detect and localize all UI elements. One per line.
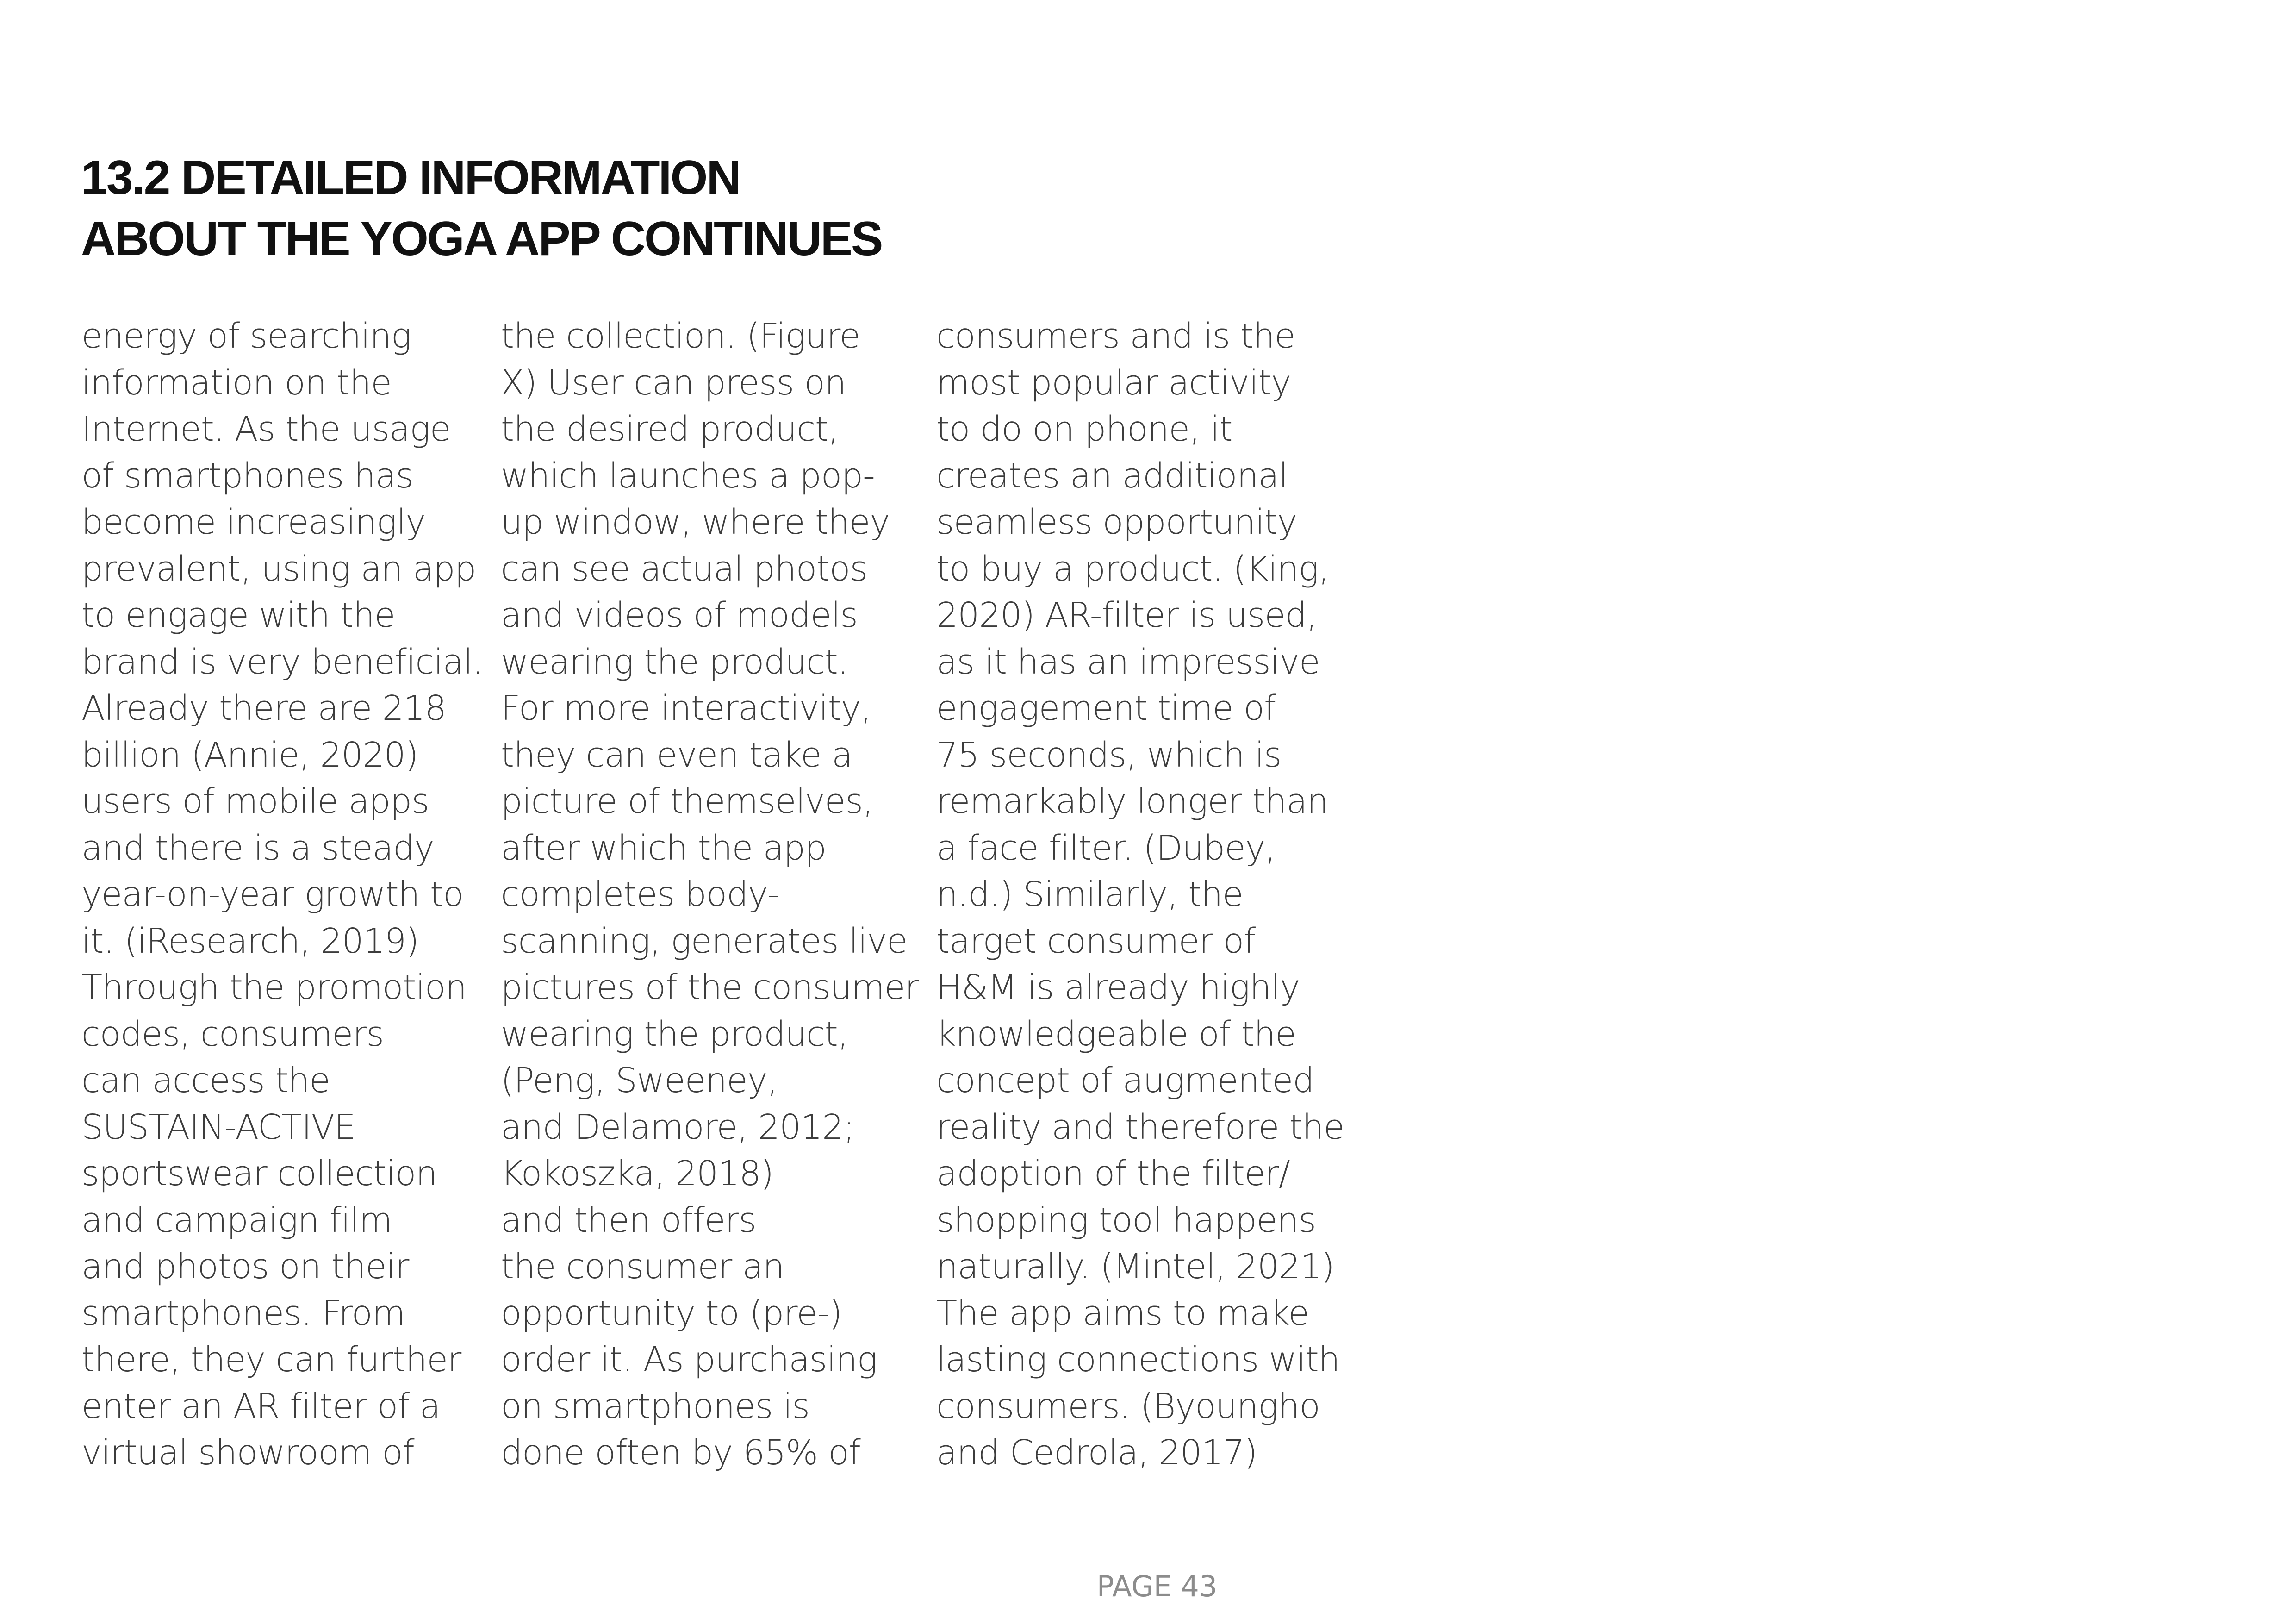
page-title-line-2: ABOUT THE YOGA APP CONTINUES bbox=[81, 212, 882, 266]
body-text-line: completes body- bbox=[501, 874, 779, 914]
body-text-line: and videos of models bbox=[501, 595, 858, 635]
body-text-line: there, they can further bbox=[81, 1340, 461, 1380]
body-text-line: order it. As purchasing bbox=[501, 1340, 877, 1380]
body-text-line: a face filter. (Dubey, bbox=[936, 828, 1276, 868]
body-text-line: and Cedrola, 2017) bbox=[936, 1433, 1257, 1473]
body-text-line: of smartphones has bbox=[81, 456, 413, 496]
body-text-line: knowledgeable of the bbox=[936, 1014, 1296, 1054]
body-text-line: creates an additional bbox=[936, 456, 1288, 496]
body-text-line: SUSTAIN-ACTIVE bbox=[81, 1107, 355, 1147]
page-title-line-1: 13.2 DETAILED INFORMATION bbox=[81, 151, 740, 205]
body-text-line: reality and therefore the bbox=[936, 1107, 1344, 1147]
body-text-line: lasting connections with bbox=[936, 1340, 1340, 1380]
body-text-line: 75 seconds, which is bbox=[936, 735, 1282, 775]
body-text-line: users of mobile apps bbox=[81, 781, 429, 821]
body-text-line: billion (Annie, 2020) bbox=[81, 735, 418, 775]
body-text-line: and campaign film bbox=[81, 1200, 392, 1240]
page-number: PAGE 43 bbox=[1096, 1569, 1218, 1603]
body-text-line: remarkably longer than bbox=[936, 781, 1328, 821]
body-text-line: energy of searching bbox=[81, 316, 411, 356]
body-text-line: naturally. (Mintel, 2021) bbox=[936, 1247, 1334, 1287]
body-text-line: information on the bbox=[81, 362, 392, 403]
body-text-line: can see actual photos bbox=[501, 549, 867, 589]
body-text-line: codes, consumers bbox=[81, 1014, 384, 1054]
body-text-line: which launches a pop- bbox=[501, 456, 875, 496]
page-title bbox=[81, 147, 882, 269]
body-text-line: wearing the product, bbox=[501, 1014, 848, 1054]
body-text-line: brand is very beneficial. bbox=[81, 642, 483, 682]
body-text-line: scanning, generates live bbox=[501, 921, 908, 961]
body-text-line: year-on-year growth to bbox=[81, 874, 464, 914]
body-text-line: the desired product, bbox=[501, 409, 839, 449]
body-text-line: X) User can press on bbox=[501, 362, 846, 403]
body-text-line: to engage with the bbox=[81, 595, 395, 635]
body-text-line: adoption of the filter/ bbox=[936, 1154, 1290, 1193]
body-text-line: the consumer an bbox=[501, 1247, 784, 1287]
body-text-line: they can even take a bbox=[501, 735, 852, 775]
body-text-line: and there is a steady bbox=[81, 828, 434, 868]
body-text-line: as it has an impressive bbox=[936, 642, 1320, 682]
body-text-line: opportunity to (pre-) bbox=[501, 1293, 842, 1333]
body-text-line: consumers. (Byoungho bbox=[936, 1386, 1320, 1426]
body-text-line: H&M is already highly bbox=[936, 968, 1300, 1007]
body-text-line: pictures of the consumer bbox=[501, 968, 919, 1007]
body-text-line: prevalent, using an app bbox=[81, 549, 476, 589]
body-text-line: and photos on their bbox=[81, 1247, 409, 1287]
body-text-line: seamless opportunity bbox=[936, 502, 1297, 542]
body-text-line: Already there are 218 bbox=[81, 688, 446, 728]
body-text-line: done often by 65% of bbox=[501, 1433, 860, 1473]
body-text-line: Kokoszka, 2018) bbox=[501, 1154, 774, 1193]
body-text-line: (Peng, Sweeney, bbox=[501, 1061, 778, 1100]
body-text-line: up window, where they bbox=[501, 502, 890, 542]
body-text-line: 2020) AR-filter is used, bbox=[936, 595, 1317, 635]
body-text-line: Through the promotion bbox=[81, 968, 467, 1007]
body-text-line: become increasingly bbox=[81, 502, 426, 542]
body-text-line: to do on phone, it bbox=[936, 409, 1232, 449]
body-text-line: engagement time of bbox=[936, 688, 1276, 728]
body-text-line: and Delamore, 2012; bbox=[501, 1107, 855, 1147]
body-text-line: shopping tool happens bbox=[936, 1200, 1316, 1240]
body-text-line: and then offers bbox=[501, 1200, 756, 1240]
body-text-line: to buy a product. (King, bbox=[936, 549, 1329, 589]
body-text-line: the collection. (Figure bbox=[501, 316, 860, 356]
body-text-line: picture of themselves, bbox=[501, 781, 873, 821]
body-text-line: smartphones. From bbox=[81, 1293, 405, 1333]
body-text-line: after which the app bbox=[501, 828, 826, 868]
text-column-1 bbox=[81, 313, 483, 1476]
body-text-line: The app aims to make bbox=[936, 1293, 1309, 1333]
body-text-line: n.d.) Similarly, the bbox=[936, 874, 1243, 914]
body-text-line: on smartphones is bbox=[501, 1386, 809, 1426]
body-text-line: sportswear collection bbox=[81, 1154, 437, 1193]
body-text-line: enter an AR filter of a bbox=[81, 1386, 441, 1426]
text-column-2 bbox=[501, 313, 919, 1476]
text-column-3 bbox=[936, 313, 1344, 1476]
body-text-line: concept of augmented bbox=[936, 1061, 1314, 1100]
body-text-line: wearing the product. bbox=[501, 642, 848, 682]
body-text-line: it. (iResearch, 2019) bbox=[81, 921, 419, 961]
body-text-line: consumers and is the bbox=[936, 316, 1295, 356]
body-text-line: Internet. As the usage bbox=[81, 409, 451, 449]
body-text-line: virtual showroom of bbox=[81, 1433, 414, 1473]
body-text-line: can access the bbox=[81, 1061, 330, 1100]
body-text-line: target consumer of bbox=[936, 921, 1256, 961]
body-text-line: For more interactivity, bbox=[501, 688, 871, 728]
body-text-line: most popular activity bbox=[936, 362, 1291, 403]
